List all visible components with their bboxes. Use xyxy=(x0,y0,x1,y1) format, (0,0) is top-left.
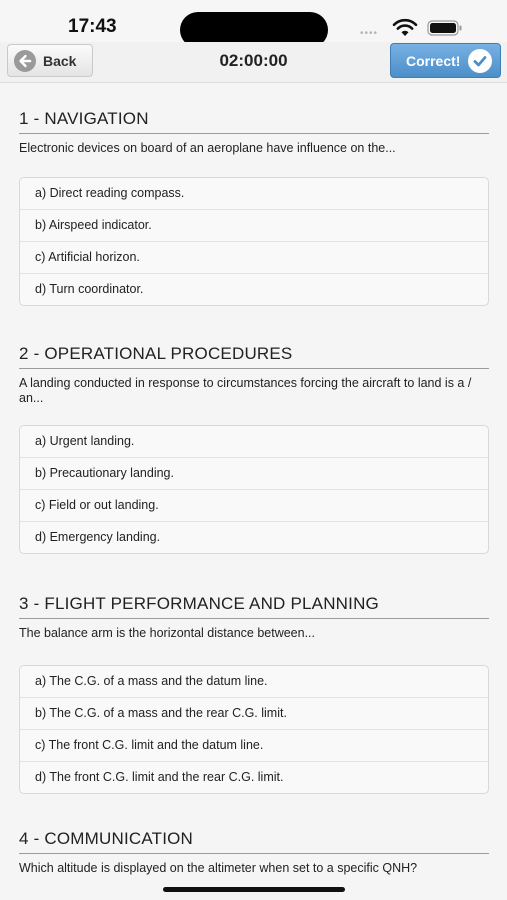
answer-list xyxy=(19,425,489,554)
wifi-icon xyxy=(392,18,418,38)
question-card xyxy=(19,344,489,554)
question-card xyxy=(19,594,489,794)
back-label: Back xyxy=(43,52,77,69)
answer-option[interactable]: d) Emergency landing. xyxy=(20,521,488,553)
question-text: The balance arm is the horizontal distance between... xyxy=(19,626,316,640)
question-text: Which altitude is displayed on the altimeter when set to a specific QNH? xyxy=(19,861,418,875)
answer-option[interactable]: d) Turn coordinator. xyxy=(20,273,488,305)
answer-list xyxy=(19,177,489,306)
answer-option[interactable]: d) The front C.G. limit and the rear C.G. limit. xyxy=(20,761,488,793)
question-text: A landing conducted in response to circumstances forcing the aircraft to land is a / an... xyxy=(19,376,472,405)
questions-list[interactable] xyxy=(0,83,507,900)
answer-list xyxy=(19,665,489,794)
answer-option[interactable]: b) The C.G. of a mass and the rear C.G. limit. xyxy=(20,697,488,729)
question-title: 4 - COMMUNICATION xyxy=(19,829,489,854)
question-title: 3 - FLIGHT PERFORMANCE AND PLANNING xyxy=(19,594,489,619)
question-title: 1 - NAVIGATION xyxy=(19,109,489,134)
navigation-bar xyxy=(0,42,507,83)
back-arrow-icon xyxy=(14,50,36,72)
signal-dots-icon: •••• xyxy=(360,28,379,39)
back-button[interactable] xyxy=(7,44,93,77)
correct-button[interactable] xyxy=(390,43,501,78)
answer-option[interactable]: b) Precautionary landing. xyxy=(20,457,488,489)
answer-option[interactable]: a) The C.G. of a mass and the datum line. xyxy=(35,674,268,688)
status-time: 17:43 xyxy=(68,16,117,37)
answer-option[interactable]: c) The front C.G. limit and the datum line. xyxy=(20,729,488,761)
question-title: 2 - OPERATIONAL PROCEDURES xyxy=(19,344,489,369)
question-text: Electronic devices on board of an aeroplane have influence on the... xyxy=(19,141,396,155)
check-icon xyxy=(468,49,492,73)
answer-option[interactable]: c) Field or out landing. xyxy=(20,489,488,521)
question-card xyxy=(19,109,489,306)
home-indicator[interactable] xyxy=(163,887,345,892)
answer-option[interactable]: b) Airspeed indicator. xyxy=(20,209,488,241)
answer-option[interactable]: c) Artificial horizon. xyxy=(20,241,488,273)
exam-timer: 02:00:00 xyxy=(219,51,288,70)
correct-label: Correct! xyxy=(406,52,461,69)
status-bar xyxy=(0,0,507,42)
answer-option[interactable]: a) Urgent landing. xyxy=(35,434,135,448)
answer-option[interactable]: a) Direct reading compass. xyxy=(35,186,185,200)
battery-icon xyxy=(427,20,463,36)
question-card xyxy=(19,829,489,876)
